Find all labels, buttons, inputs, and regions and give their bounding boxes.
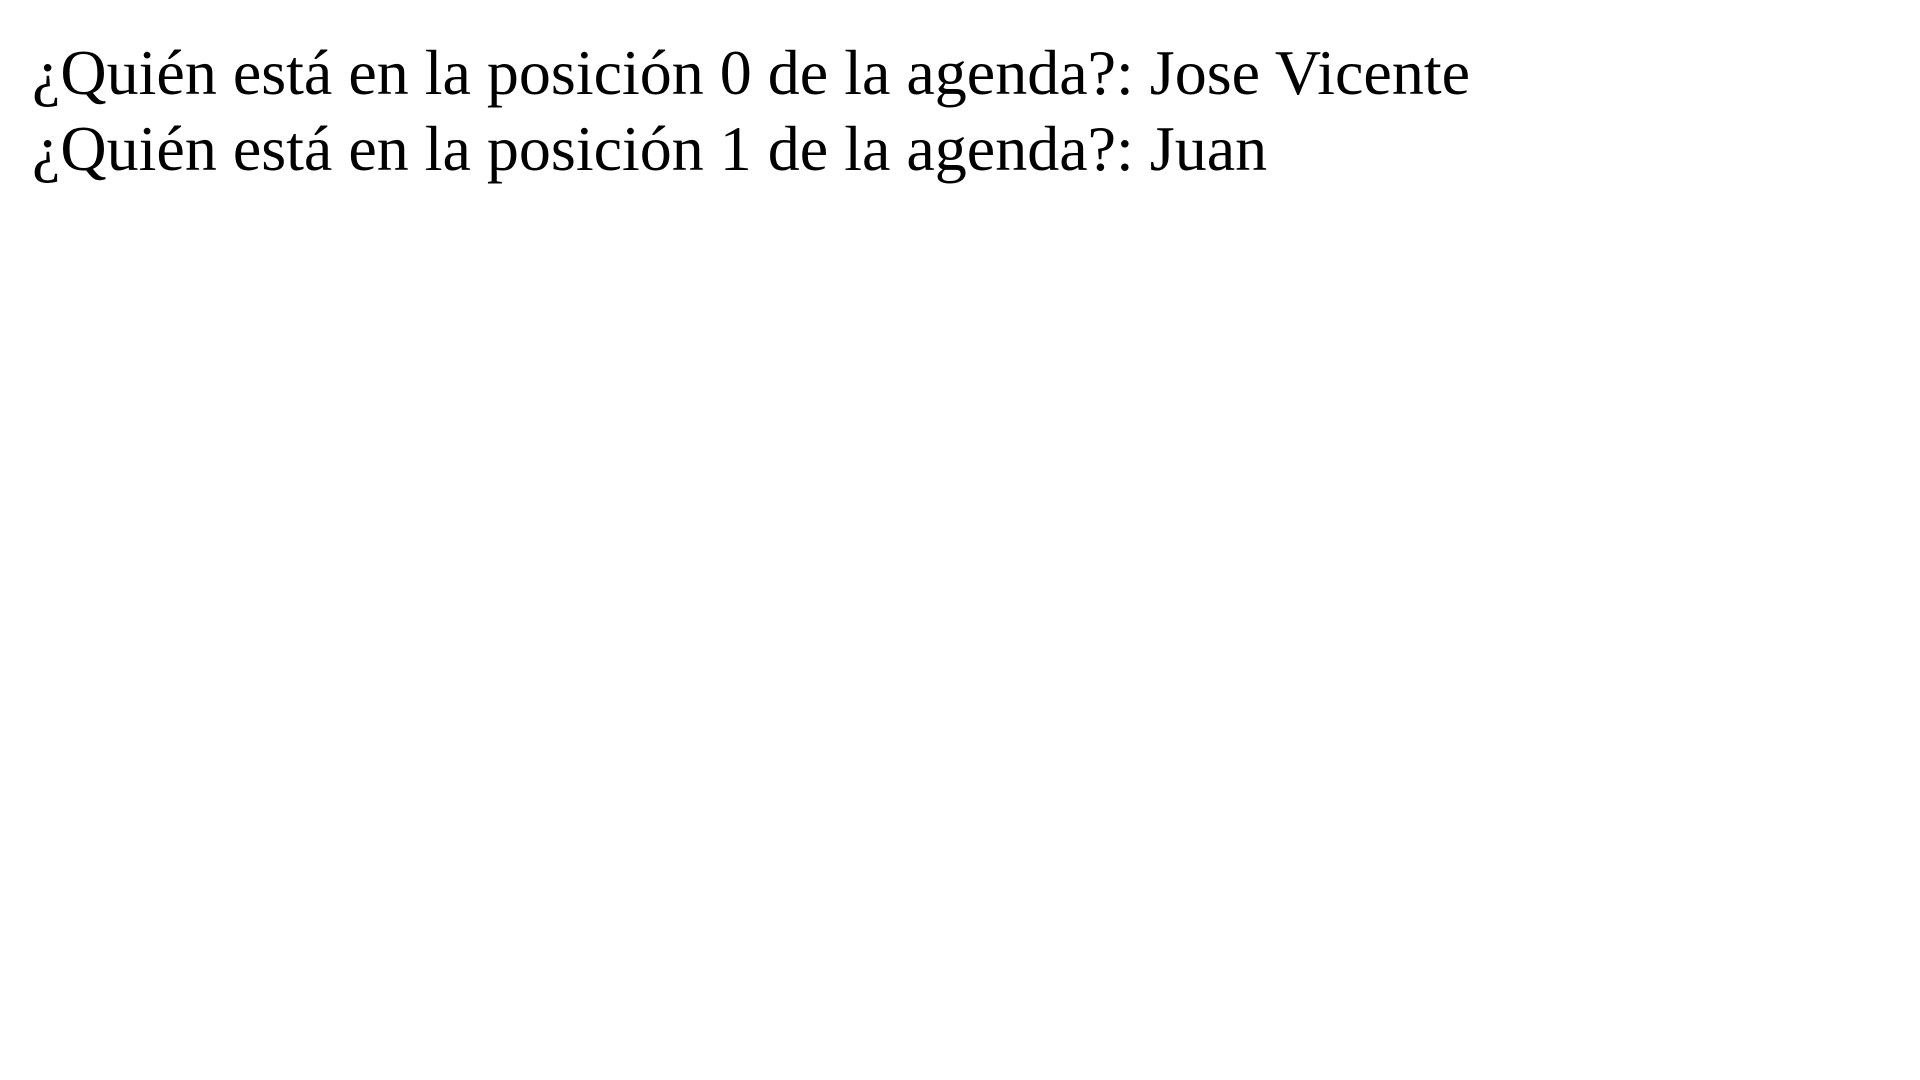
agenda-line-position-1: ¿Quién está en la posición 1 de la agenda?: Juan xyxy=(32,113,1268,184)
page-output xyxy=(32,35,1470,187)
agenda-line-position-0: ¿Quién está en la posición 0 de la agenda?: Jose Vicente xyxy=(32,37,1470,108)
